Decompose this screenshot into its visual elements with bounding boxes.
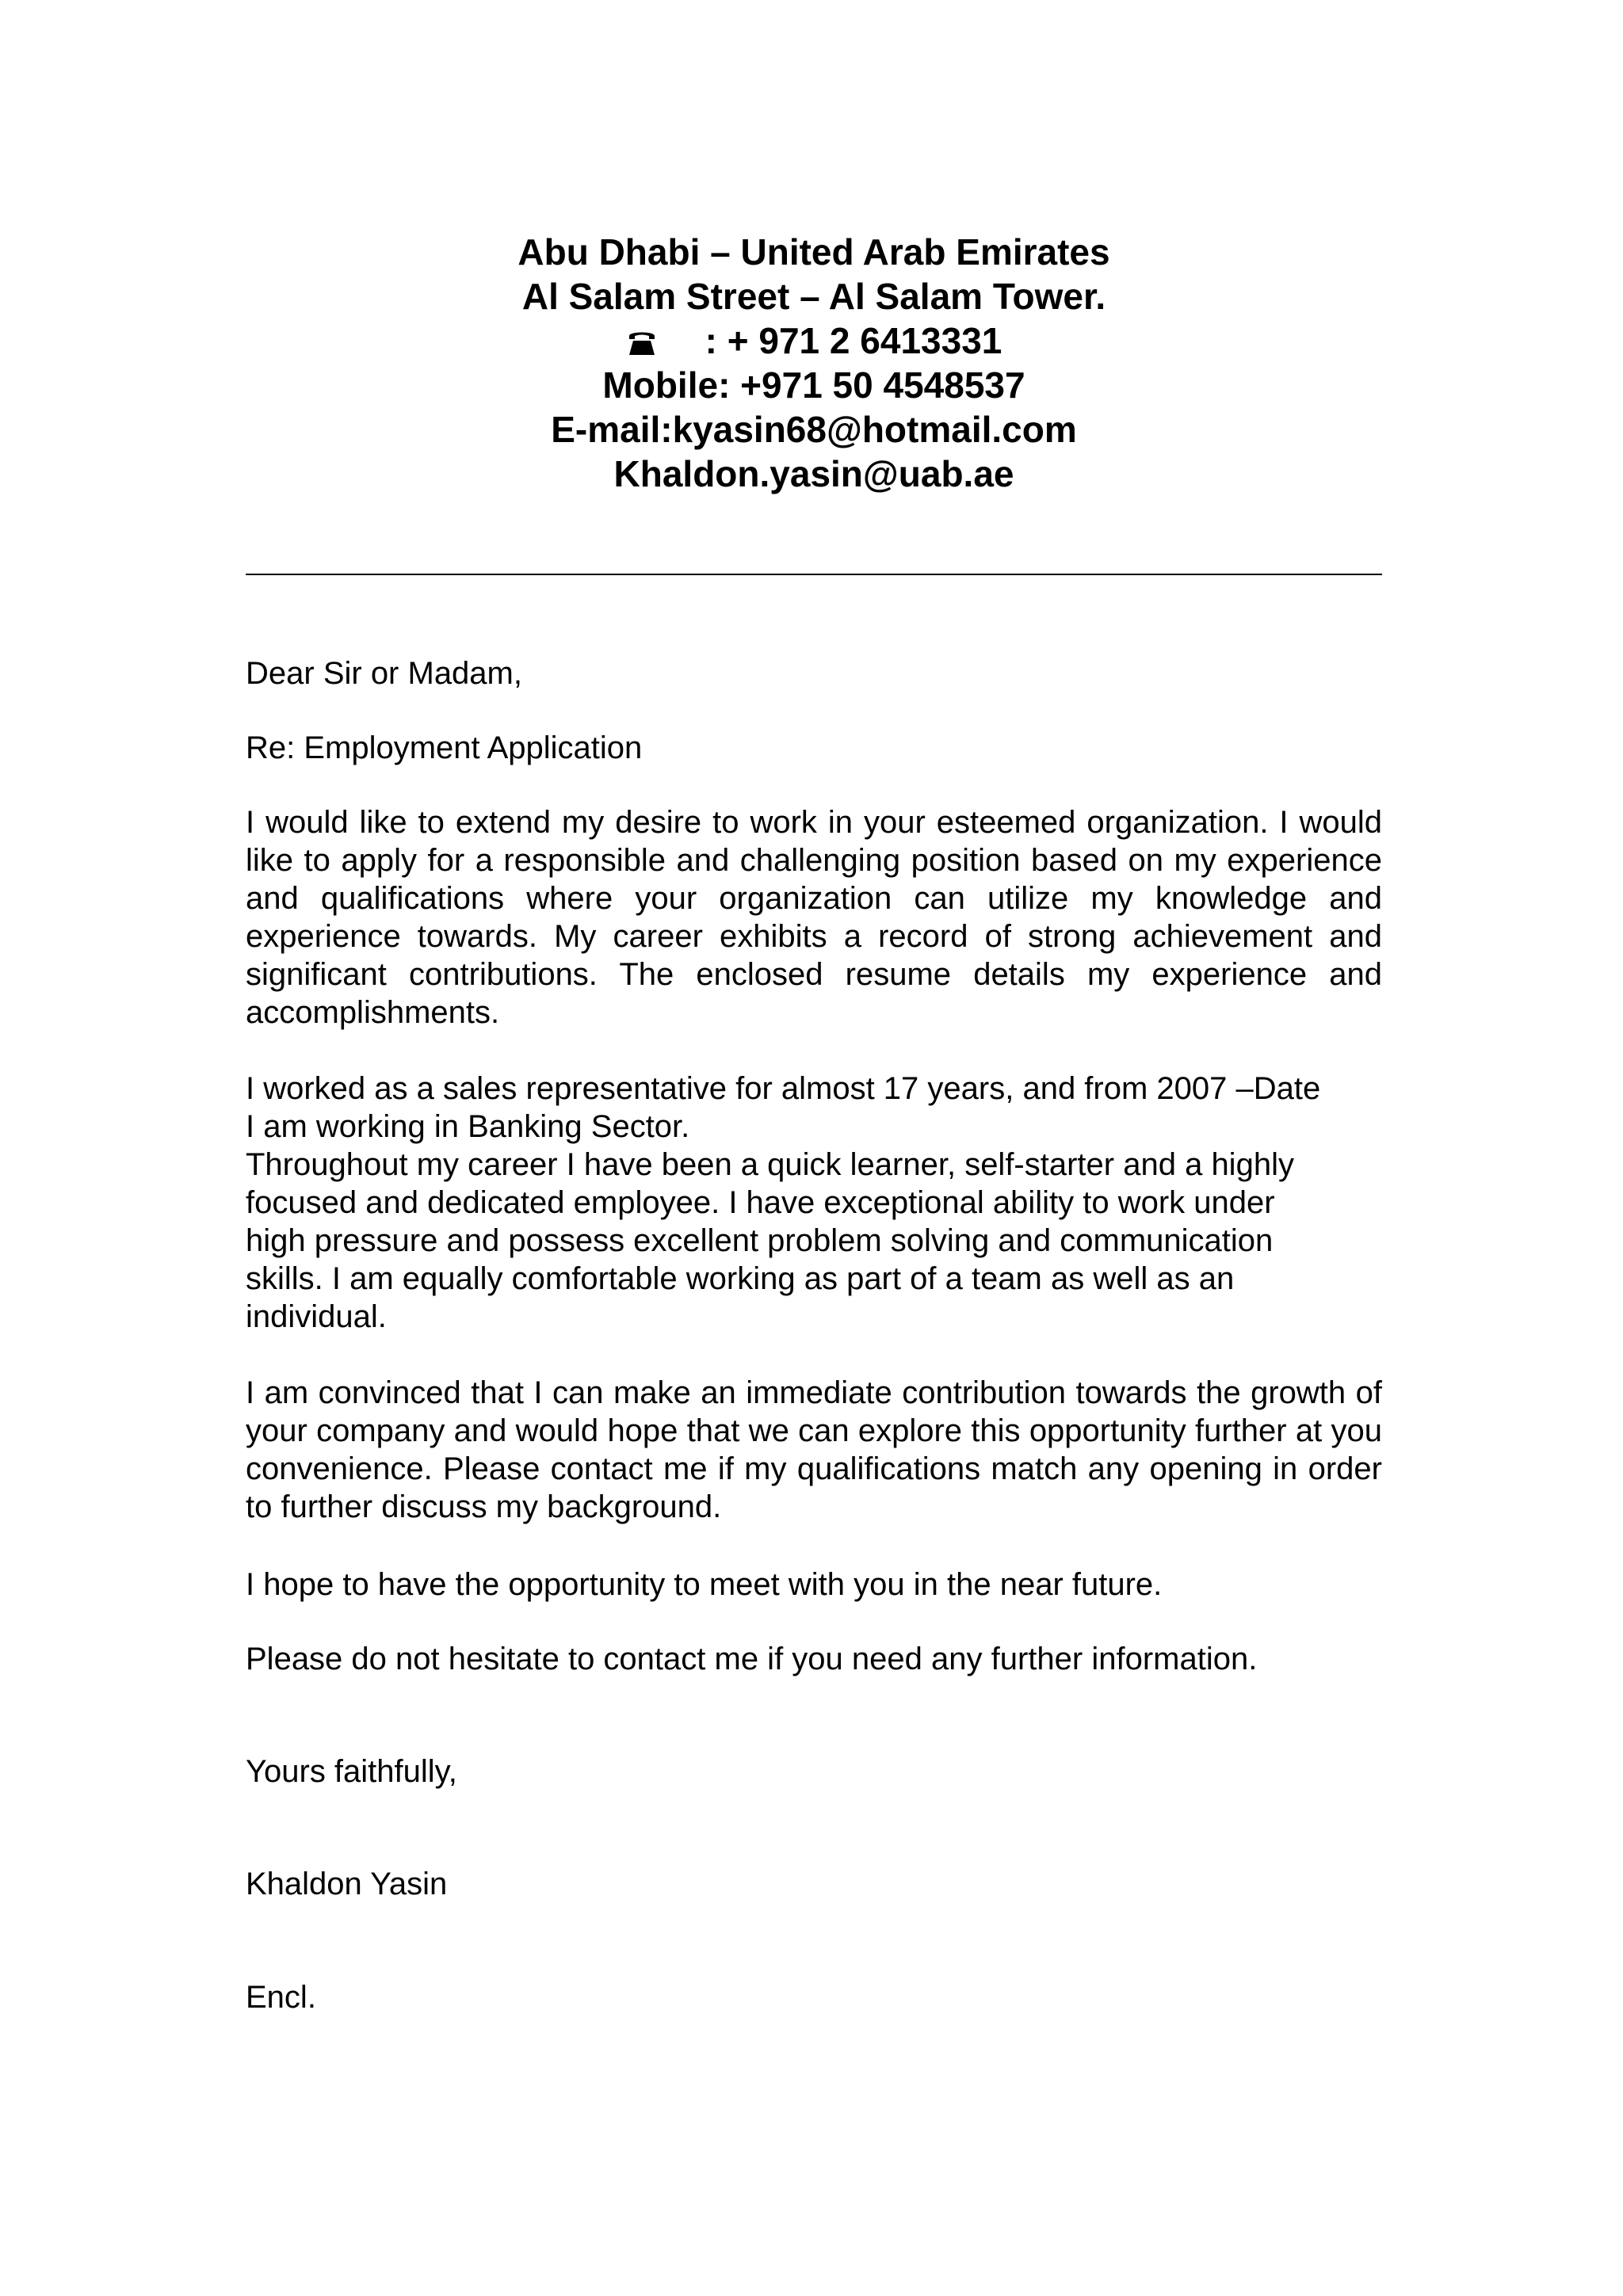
paragraph-experience-line: Throughout my career I have been a quick learner, self-starter and a highly (246, 1147, 1294, 1182)
header-email-1: E-mail:kyasin68@hotmail.com (551, 409, 1077, 450)
paragraph-experience-line: focused and dedicated employee. I have exceptional ability to work under (246, 1185, 1275, 1220)
header-city: Abu Dhabi – United Arab Emirates (517, 231, 1110, 273)
enclosure-note: Encl. (246, 1980, 316, 2015)
paragraph-experience-line: individual. (246, 1299, 387, 1334)
telephone-icon (626, 328, 658, 357)
paragraph-experience-line: skills. I am equally comfortable working as part of a team as well as an (246, 1261, 1235, 1296)
header-phone-line (246, 318, 1382, 363)
paragraph-experience (246, 1070, 1382, 1336)
signature-name: Khaldon Yasin (246, 1867, 448, 1901)
paragraph-experience-line: I am working in Banking Sector. (246, 1109, 690, 1144)
letter-header (246, 230, 1382, 496)
paragraph-contact: Please do not hesitate to contact me if you need any further information. (246, 1642, 1258, 1676)
header-phone: : + 971 2 6413331 (705, 320, 1002, 361)
header-divider (246, 574, 1382, 575)
header-email-2: Khaldon.yasin@uab.ae (613, 453, 1014, 494)
paragraph-experience-line: I worked as a sales representative for almost 17 years, and from 2007 –Date (246, 1071, 1321, 1106)
subject-line: Re: Employment Application (246, 730, 643, 765)
closing: Yours faithfully, (246, 1754, 457, 1789)
paragraph-experience-line: high pressure and possess excellent problem solving and communication (246, 1223, 1274, 1258)
paragraph-meeting: I hope to have the opportunity to meet with you in the near future. (246, 1567, 1163, 1602)
greeting: Dear Sir or Madam, (246, 656, 522, 691)
paragraph-intro: I would like to extend my desire to work in your esteemed organization. I would like to apply for a responsible and challenging position based on my experience and qualifications where your organization can utilize my knowledge and experience towards. My career exhibits a record of strong achievement and significant contributions. The enclosed resume details my experience and accomplishments. (246, 805, 1382, 1030)
header-street: Al Salam Street – Al Salam Tower. (521, 276, 1106, 317)
header-mobile: Mobile: +971 50 4548537 (602, 364, 1025, 406)
paragraph-contribution: I am convinced that I can make an immediate contribution towards the growth of your company and would hope that we can explore this opportunity further at you convenience. Please contact me if my qualifications match any opening in order to further discuss my background. (246, 1375, 1382, 1524)
